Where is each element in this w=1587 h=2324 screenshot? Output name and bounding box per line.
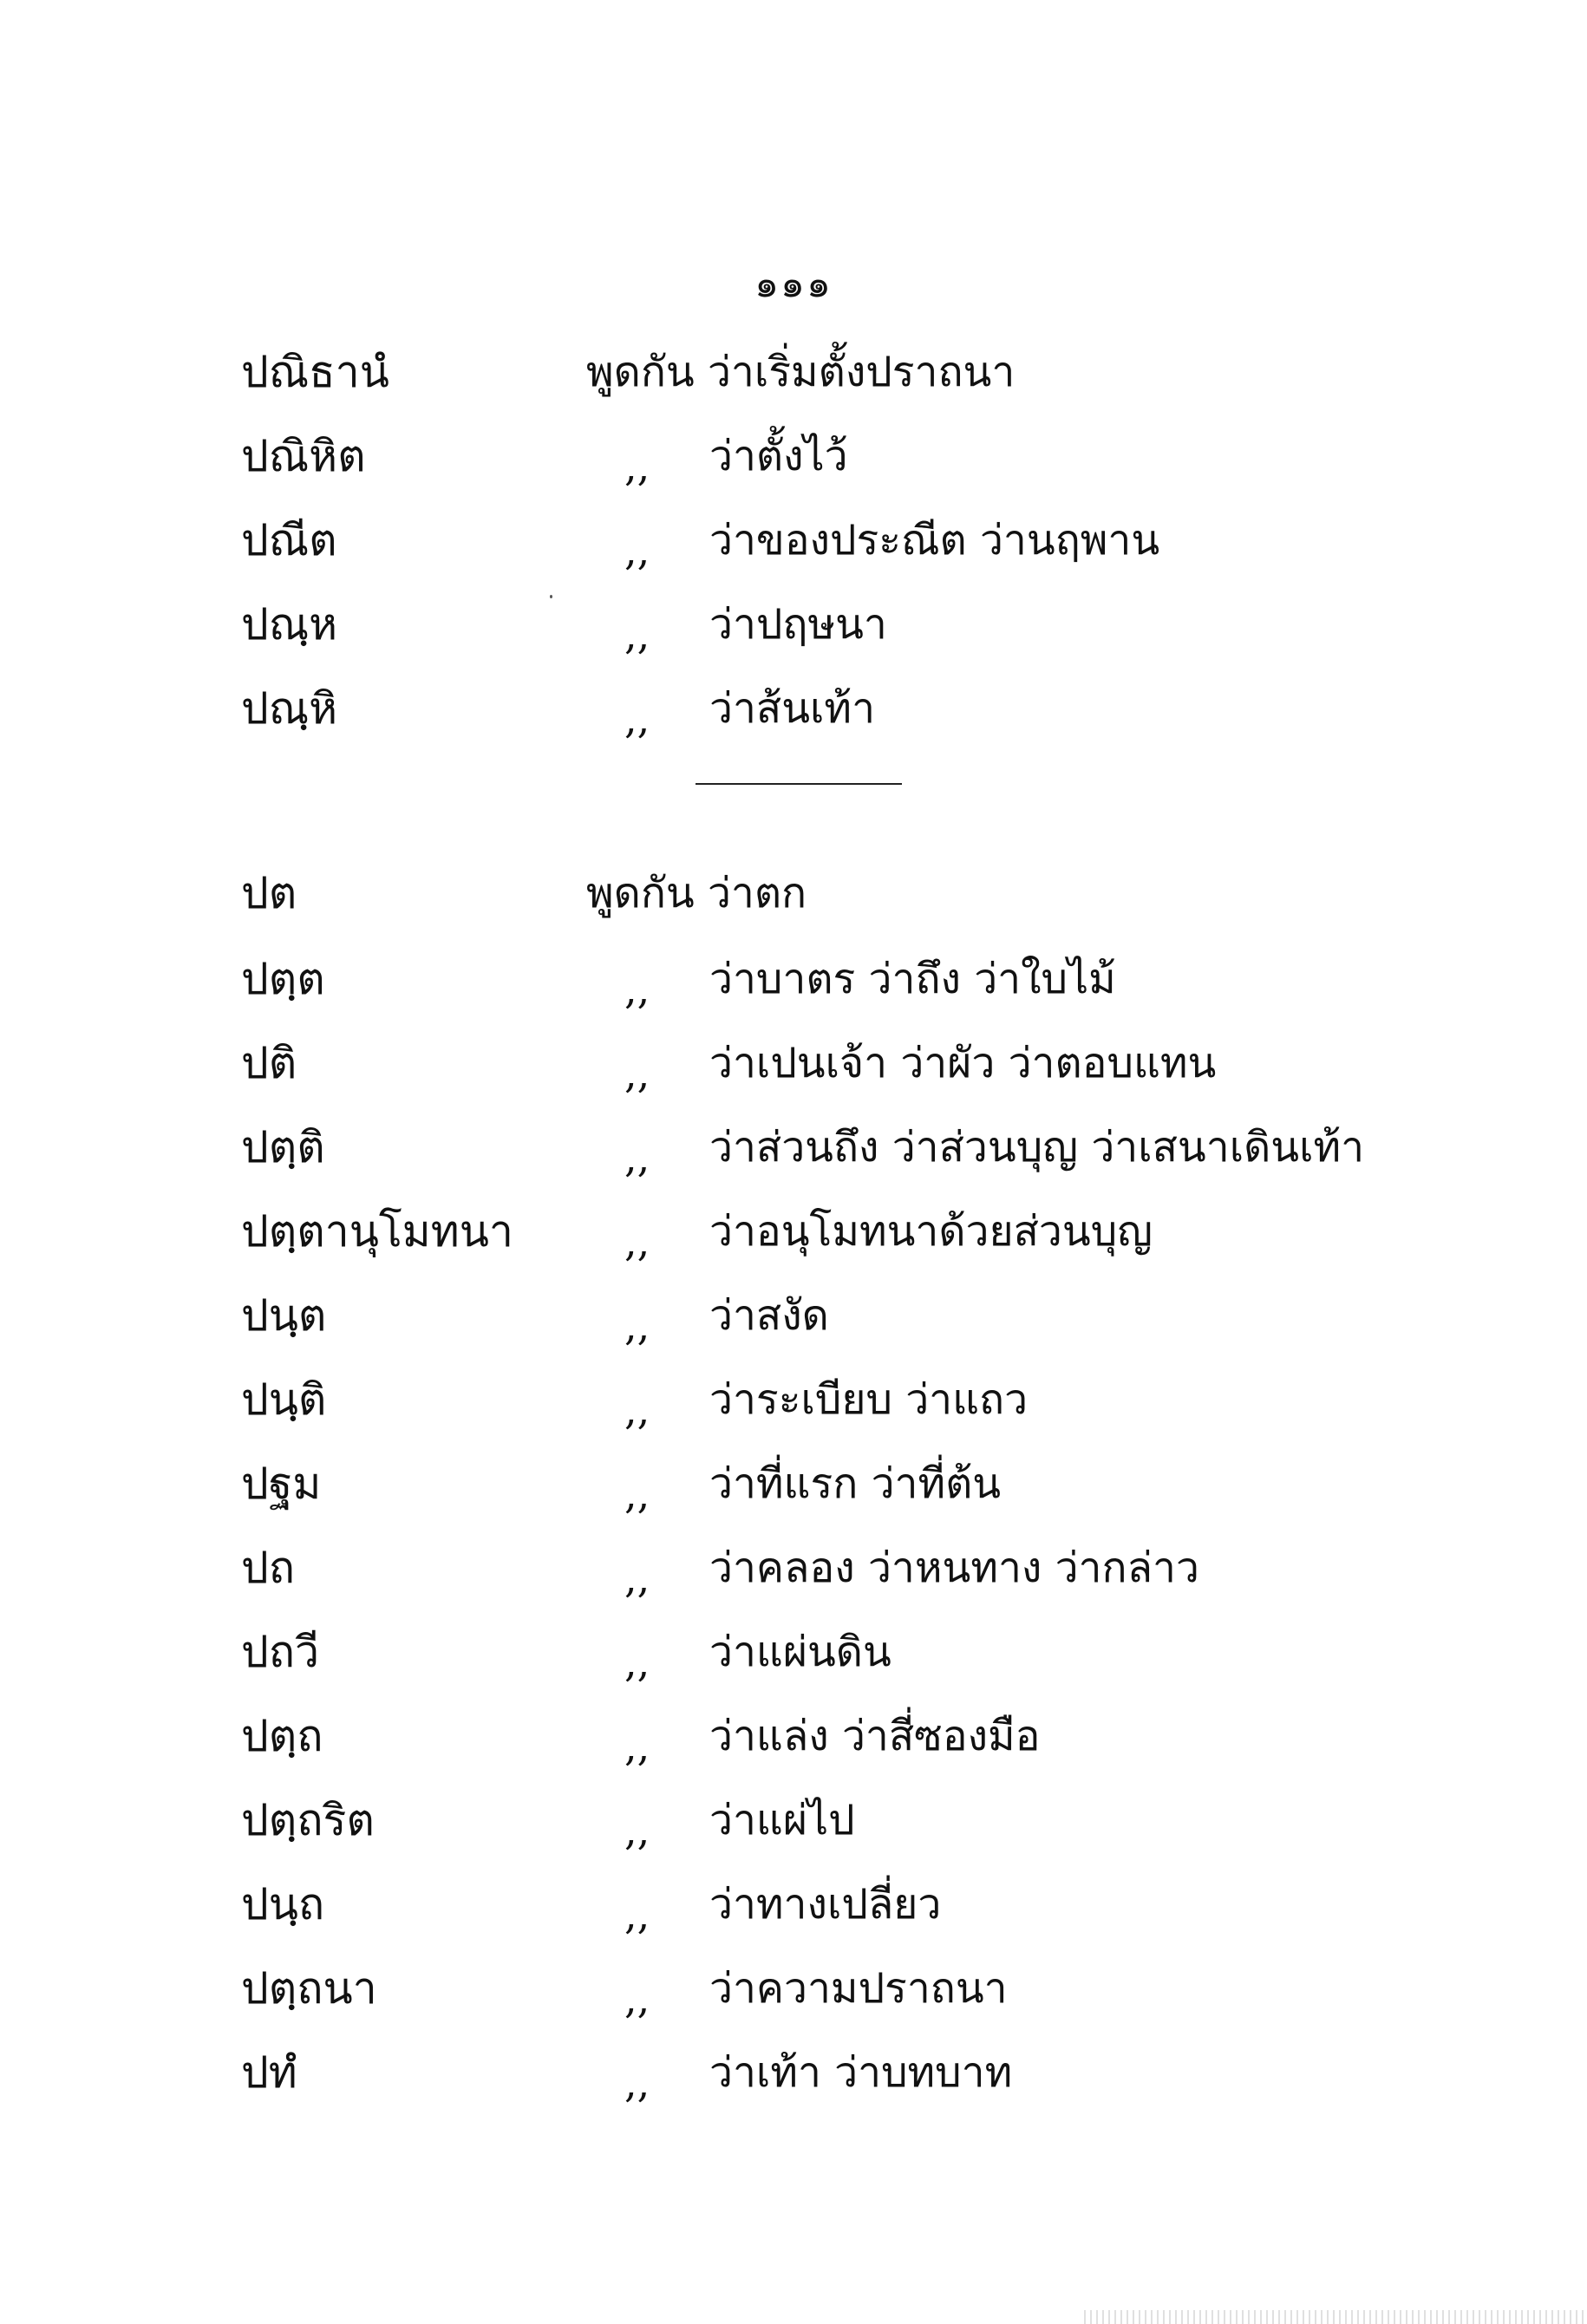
ditto-mark: ,, [624, 1050, 650, 1097]
entry-term: ปถ [241, 1543, 296, 1593]
dictionary-entry [0, 1617, 1587, 1687]
ditto-mark: ,, [624, 1639, 650, 1686]
dictionary-entry [0, 590, 1587, 659]
entry-term: ปณิหิต [241, 431, 366, 481]
dictionary-entry [0, 1954, 1587, 2023]
entry-meaning: พูดกัน ว่าเริ่มตั้งปราถนา [586, 348, 1016, 396]
entry-term: ปนฺต [241, 1290, 327, 1341]
dictionary-entry [0, 1365, 1587, 1434]
entry-term: ปณฺหิ [241, 683, 338, 734]
entry-meaning: ว่าความปราถนา [709, 1964, 1008, 2013]
entry-meaning: ว่าอนุโมทนาด้วยส่วนบุญ [709, 1207, 1153, 1256]
dictionary-entry [0, 421, 1587, 491]
entry-term: ปณฺห [241, 599, 338, 650]
ditto-mark: ,, [624, 1975, 650, 2022]
section-divider [696, 783, 902, 785]
dictionary-entry [0, 1197, 1587, 1266]
dictionary-entry [0, 2038, 1587, 2107]
entry-term: ปตฺต [241, 954, 325, 1004]
ditto-mark: ,, [624, 1218, 650, 1265]
dictionary-entry [0, 1449, 1587, 1518]
entry-term: ปตฺตานุโมทนา [241, 1206, 513, 1257]
entry-term: ปณิธานํ [241, 347, 389, 397]
dictionary-entry [0, 944, 1587, 1014]
entry-meaning: ว่าสงัด [709, 1291, 829, 1340]
entry-meaning: ว่าเปนเจ้า ว่าผัว ว่าตอบแทน [709, 1039, 1217, 1087]
dictionary-entry [0, 1113, 1587, 1182]
dictionary-entry [0, 674, 1587, 743]
scan-speck [550, 595, 552, 598]
ditto-mark: ,, [624, 443, 650, 490]
dictionary-entry [0, 506, 1587, 575]
entry-meaning: ว่าบาตร ว่าถึง ว่าใบไม้ [709, 955, 1116, 1003]
entry-meaning: ว่าที่แรก ว่าที่ต้น [709, 1459, 1002, 1508]
entry-meaning: ว่าปฤษนา [709, 600, 887, 649]
entry-term: ปทํ [241, 2047, 297, 2098]
entry-meaning: ว่าแผ่ไป [709, 1796, 855, 1844]
entry-meaning: ว่าคลอง ว่าหนทาง ว่ากล่าว [709, 1544, 1199, 1592]
entry-term: ปณีต [241, 515, 337, 565]
ditto-mark: ,, [624, 1134, 650, 1181]
ditto-mark: ,, [624, 1302, 650, 1349]
ditto-mark: ,, [624, 1723, 650, 1770]
entry-meaning: ว่าแผ่นดิน [709, 1628, 891, 1676]
entry-term: ปนฺติ [241, 1374, 327, 1425]
scan-edge-noise [1084, 2310, 1587, 2324]
ditto-mark: ,, [624, 2060, 650, 2106]
dictionary-entry [0, 1533, 1587, 1603]
entry-meaning: ว่าของประณีต ว่านฤพาน [709, 516, 1160, 565]
entry-meaning: ว่าแล่ง ว่าสี่ซองมือ [709, 1712, 1041, 1760]
dictionary-entry [0, 1028, 1587, 1098]
entry-meaning: ว่าส้นเท้า [709, 684, 876, 733]
entry-term: ปถวี [241, 1627, 320, 1677]
ditto-mark: ,, [624, 966, 650, 1013]
entry-term: ปฐม [241, 1459, 322, 1509]
dictionary-entry [0, 1701, 1587, 1771]
ditto-mark: ,, [624, 1807, 650, 1854]
ditto-mark: ,, [624, 527, 650, 574]
entry-term: ปตฺถ [241, 1711, 323, 1761]
dictionary-entry [0, 1281, 1587, 1350]
dictionary-entry [0, 337, 1587, 407]
ditto-mark: ,, [624, 1471, 650, 1518]
dictionary-entry [0, 1870, 1587, 1939]
ditto-mark: ,, [624, 1891, 650, 1938]
entry-term: ปตฺถนา [241, 1963, 377, 2014]
entry-term: ปติ [241, 1038, 297, 1088]
ditto-mark: ,, [624, 695, 650, 742]
entry-term: ปตฺถริต [241, 1795, 375, 1845]
entry-term: ปต [241, 868, 297, 918]
ditto-mark: ,, [624, 1555, 650, 1602]
dictionary-entry [0, 1785, 1587, 1855]
ditto-mark: ,, [624, 611, 650, 658]
page-number: ๑๑๑ [754, 262, 833, 306]
entry-meaning: ว่าระเบียบ ว่าแถว [709, 1375, 1029, 1424]
entry-meaning: พูดกัน ว่าตก [586, 869, 807, 917]
entry-meaning: ว่าทางเปลี่ยว [709, 1880, 942, 1929]
ditto-mark: ,, [624, 1387, 650, 1433]
entry-term: ปตฺติ [241, 1122, 325, 1172]
entry-term: ปนฺถ [241, 1879, 325, 1929]
entry-meaning: ว่าตั้งไว้ [709, 432, 848, 480]
entry-meaning: ว่าส่วนถึง ว่าส่วนบุญ ว่าเสนาเดินเท้า [709, 1123, 1365, 1172]
dictionary-entry [0, 858, 1587, 928]
entry-meaning: ว่าเท้า ว่าบทบาท [709, 2048, 1013, 2097]
